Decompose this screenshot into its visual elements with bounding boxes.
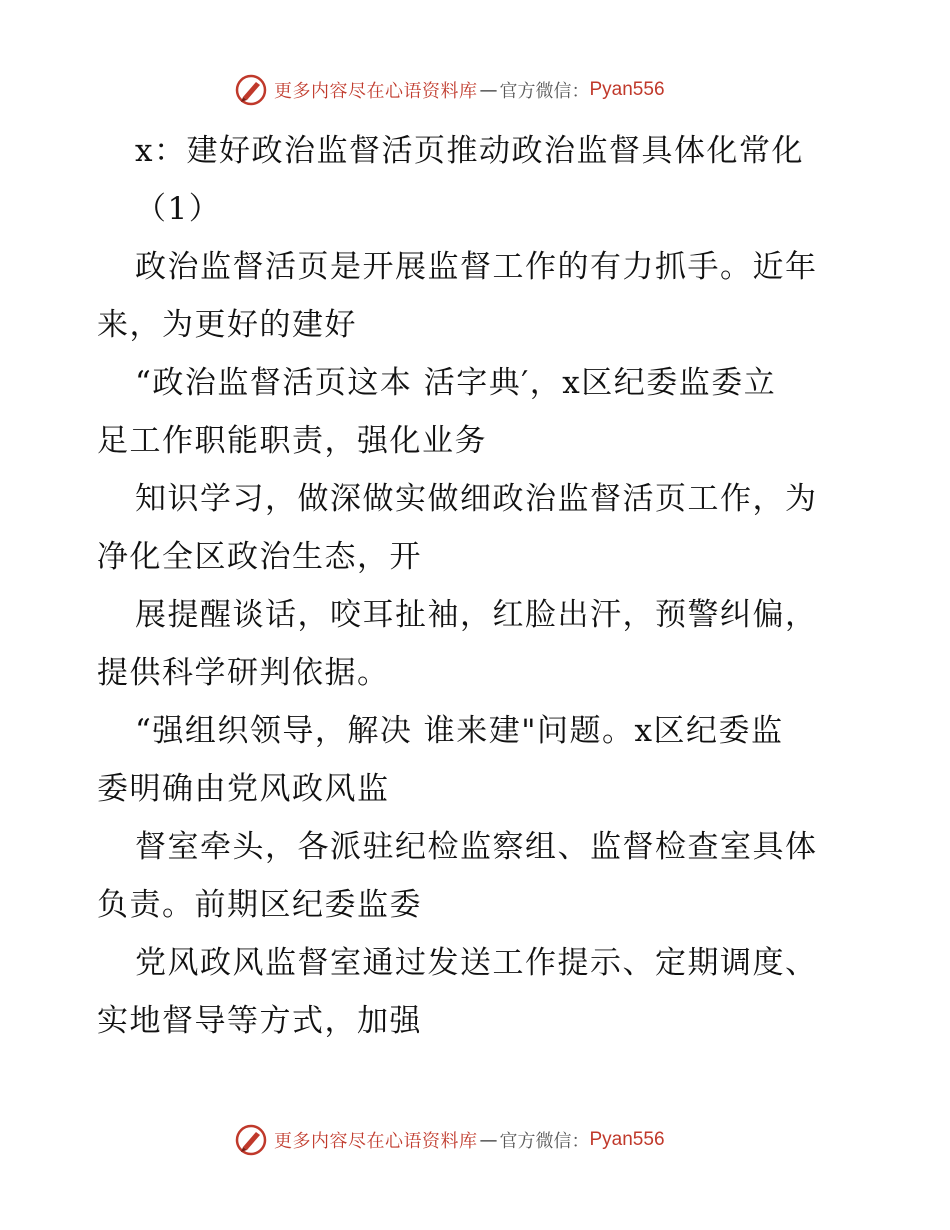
watermark-wechat-label: 官方微信： bbox=[499, 81, 590, 102]
watermark-separator: — bbox=[479, 1129, 498, 1151]
paragraph-line: 党风政风监督室通过发送工作提示、定期调度、 bbox=[135, 945, 818, 981]
watermark-wechat-label: 官方微信： bbox=[499, 1131, 590, 1152]
paragraph-line: 来，为更好的建好 bbox=[97, 307, 357, 343]
paragraph-line: 足工作职能职责，强化业务 bbox=[97, 423, 487, 459]
paragraph-line: 净化全区政治生态，开 bbox=[97, 539, 422, 575]
paragraph-line: 展提醒谈话，咬耳扯袖，红脸出汗，预警纠偏， bbox=[135, 597, 818, 633]
watermark-text: 更多内容尽在心语资料库 bbox=[274, 81, 478, 102]
paragraph-line: 政治监督活页是开展监督工作的有力抓手。近年 bbox=[135, 249, 818, 285]
paragraph-line: 委明确由党风政风监 bbox=[97, 771, 390, 807]
header-watermark bbox=[234, 72, 665, 108]
paragraph-line: 知识学习，做深做实做细政治监督活页工作，为 bbox=[135, 481, 818, 517]
watermark-separator: — bbox=[479, 79, 498, 101]
pen-logo-icon bbox=[234, 73, 268, 107]
footer-watermark bbox=[234, 1122, 665, 1158]
paragraph-line: 负责。前期区纪委监委 bbox=[97, 887, 422, 923]
document-body bbox=[97, 122, 857, 1050]
paragraph-line: “政治监督活页这本 活字典′，x区纪委监委立 bbox=[135, 365, 777, 401]
paragraph-line: 提供科学研判依据。 bbox=[97, 655, 390, 691]
paragraph-line: 督室牵头，各派驻纪检监察组、监督检查室具体 bbox=[135, 829, 818, 865]
document-title-line-1: x：建好政治监督活页推动政治监督具体化常化 bbox=[135, 133, 804, 169]
watermark-text: 更多内容尽在心语资料库 bbox=[274, 1131, 478, 1152]
watermark-wechat-id: Pyan556 bbox=[589, 79, 665, 100]
paragraph-line: 实地督导等方式，加强 bbox=[97, 1003, 422, 1039]
watermark-wechat-id: Pyan556 bbox=[589, 1129, 665, 1150]
pen-logo-icon bbox=[234, 1123, 268, 1157]
paragraph-line: “强组织领导，解决 谁来建"问题。x区纪委监 bbox=[135, 713, 784, 749]
document-title-line-2: （1） bbox=[135, 191, 222, 227]
